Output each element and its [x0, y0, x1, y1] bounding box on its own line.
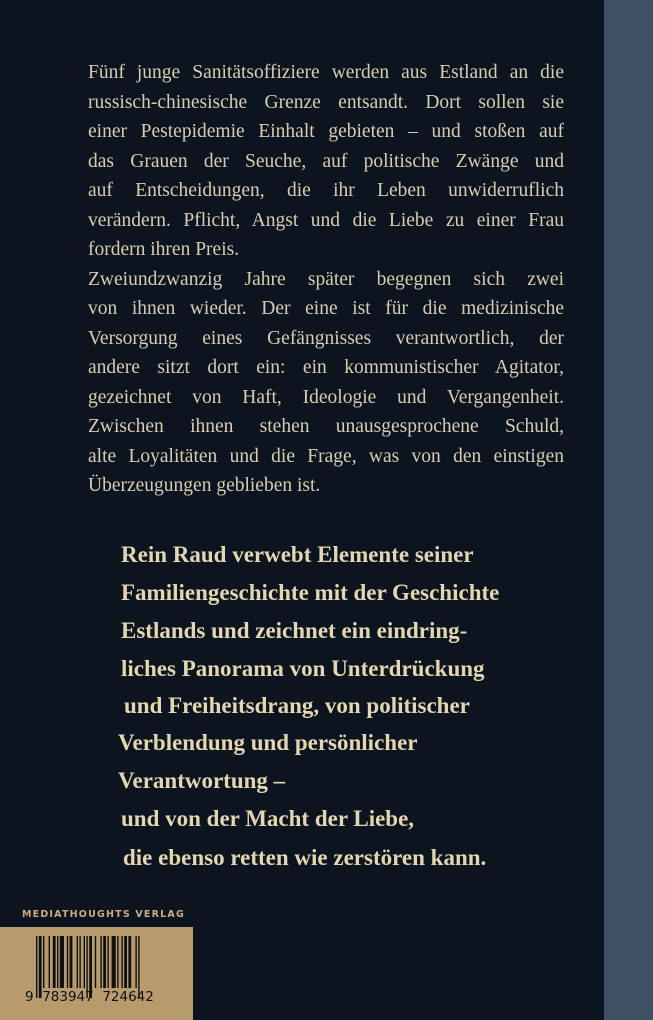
blurb-line: Fünf junge Sanitätsoffiziere werden aus Estland an die	[88, 62, 564, 83]
blurb-line: andere sitzt dort ein: ein kommunistischer Agitator,	[88, 357, 564, 378]
quote-line: die ebenso retten wie zerstören kann.	[123, 845, 487, 870]
blurb-line: Zwischen ihnen stehen unausgesprochene Schuld,	[88, 416, 564, 437]
quote-line: Estlands und zeichnet ein eindring-	[121, 618, 468, 643]
barcode-bar	[53, 936, 56, 988]
quote-line: und Freiheitsdrang, von politischer	[124, 693, 470, 718]
quote-line: Familiengeschichte mit der Geschichte	[121, 580, 500, 605]
isbn-number: 9 783947 724642	[25, 989, 154, 1005]
barcode-bar	[121, 936, 122, 988]
barcode-bar	[84, 936, 85, 988]
quote-line: Verblendung und persönlicher	[118, 730, 418, 755]
barcode-bar	[100, 936, 101, 988]
blurb-line: Versorgung eines Gefängnisses verantwortlich, der	[88, 327, 564, 349]
blurb-line: einer Pestepidemie Einhalt gebieten – und stoßen auf	[88, 121, 564, 142]
barcode-bar	[117, 936, 118, 988]
barcode-bar	[57, 936, 58, 988]
barcode-bar	[77, 936, 78, 988]
barcode-bar	[60, 936, 64, 988]
barcode-box	[0, 927, 193, 1020]
blurb-line: von ihnen wieder. Der eine ist für die medizinische	[88, 298, 564, 319]
barcode-bar	[124, 936, 127, 988]
blurb-line: das Grauen der Seuche, auf politische Zwänge und	[88, 150, 564, 172]
barcode-bar	[95, 936, 96, 988]
blurb-line: gezeichnet von Haft, Ideologie und Vergangenheit.	[88, 386, 564, 408]
barcode-bar	[49, 936, 50, 988]
barcode-bar	[43, 936, 44, 988]
quote-line: Verantwortung –	[118, 768, 286, 793]
blurb-line: verändern. Pflicht, Angst und die Liebe zu einer Frau	[88, 209, 564, 231]
barcode-bar	[70, 936, 73, 988]
spine-strip	[604, 0, 653, 1020]
publisher-name: MEDIATHOUGHTS VERLAG	[22, 909, 185, 920]
barcode-bar	[112, 936, 116, 988]
blurb-line: Zweiundzwanzig Jahre später begegnen sich zwei	[88, 268, 564, 290]
blurb-line: auf Entscheidungen, die ihr Leben unwiderruflich	[88, 180, 564, 201]
quote-line: und von der Macht der Liebe,	[121, 806, 415, 831]
barcode-bar	[128, 936, 131, 988]
barcode-bar	[67, 936, 68, 988]
blurb-line: alte Loyalitäten und die Frage, was von den einstigen	[88, 445, 564, 467]
blurb-text	[88, 58, 564, 501]
quote-line: Rein Raud verwebt Elemente seiner	[121, 542, 474, 567]
barcode-bar	[107, 936, 108, 988]
barcode-bar	[103, 936, 106, 988]
quote-line: liches Panorama von Unterdrückung	[121, 656, 485, 681]
barcode-bar	[135, 936, 136, 988]
barcode-bar	[79, 936, 80, 988]
blurb-line: fordern ihren Preis.	[88, 239, 240, 260]
blurb-line: Überzeugungen geblieben ist.	[88, 475, 321, 496]
blurb-line: russisch-chinesische Grenze entsandt. Dort sollen sie	[88, 91, 564, 113]
